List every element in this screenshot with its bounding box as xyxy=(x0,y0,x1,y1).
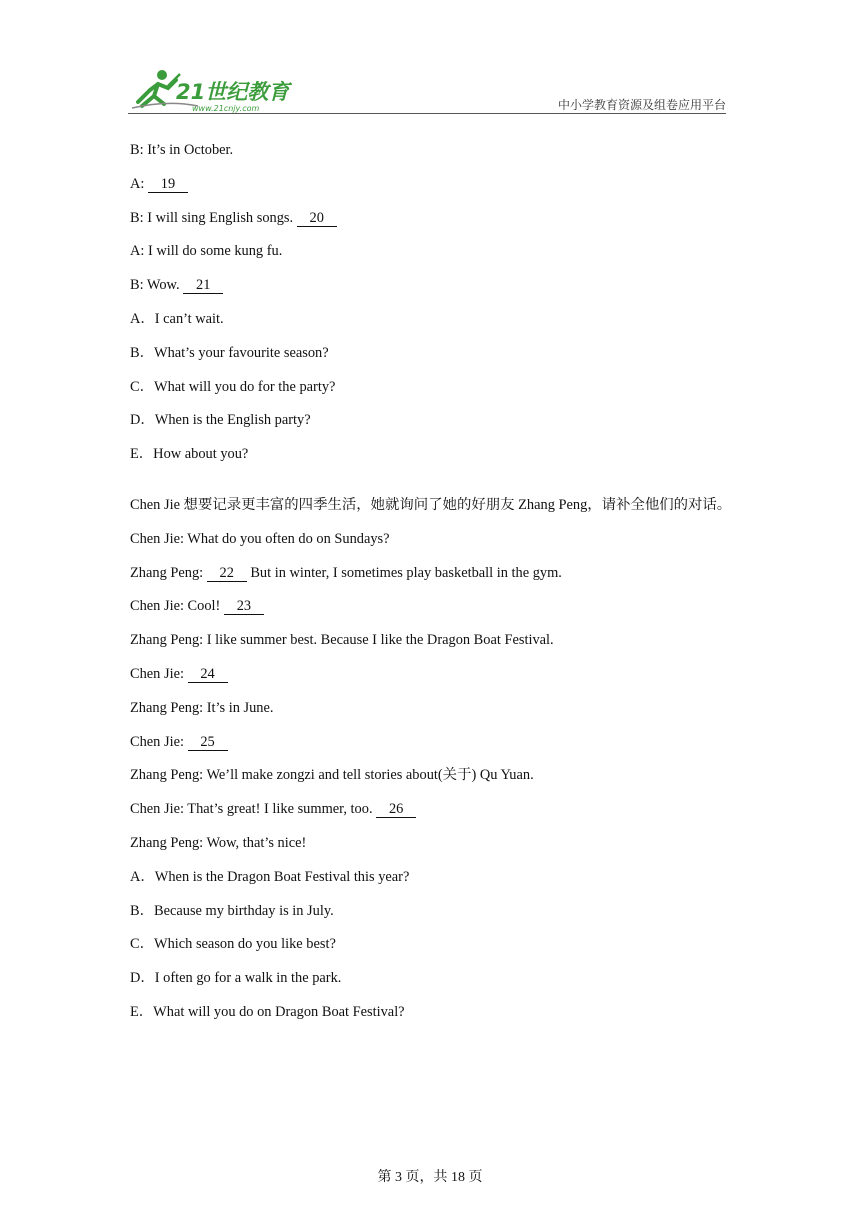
answer-option: E．How about you? xyxy=(130,446,249,463)
dialogue-line xyxy=(130,275,735,295)
dialogue-line xyxy=(130,630,735,650)
answer-blank[interactable]: 21 xyxy=(185,277,222,294)
answer-option: D．I often go for a walk in the park. xyxy=(130,970,342,987)
answer-option: B．Because my birthday is in July. xyxy=(130,902,334,919)
answer-blank[interactable]: 23 xyxy=(225,598,262,615)
dialogue-line xyxy=(130,799,735,819)
dialogue-1 xyxy=(130,140,735,295)
options-2 xyxy=(130,867,735,1022)
dialogue-line xyxy=(130,529,735,549)
dialogue-line xyxy=(130,698,735,718)
dialogue-text: Chen Jie: xyxy=(130,665,188,682)
dialogue-text: Chen Jie: That’s great! I like summer, too. xyxy=(130,801,377,818)
dialogue-text: Chen Jie: Cool! xyxy=(130,598,224,615)
dialogue-text: Chen Jie: What do you often do on Sundays? xyxy=(130,530,390,547)
answer-blank[interactable]: 19 xyxy=(150,175,186,192)
dialogue-line xyxy=(130,732,735,752)
answer-option: E．What will you do on Dragon Boat Festival? xyxy=(130,1003,405,1020)
dialogue-line xyxy=(130,563,735,583)
answer-option: C．What will you do for the party? xyxy=(130,378,336,395)
answer-blank[interactable]: 26 xyxy=(378,801,415,818)
logo-21cnjy xyxy=(128,66,298,114)
site-name: 中小学教育资源及组卷应用平台 xyxy=(557,98,726,112)
dialogue-text: A: I will do some kung fu. xyxy=(130,243,283,260)
header-divider xyxy=(128,113,726,114)
dialogue-line xyxy=(130,140,735,160)
dialogue-text: B: It’s in October. xyxy=(130,142,234,158)
answer-blank[interactable]: 20 xyxy=(298,209,335,226)
answer-option: A．When is the Dragon Boat Festival this year? xyxy=(130,868,410,885)
dialogue-line xyxy=(130,208,735,228)
answer-option: A．I can’t wait. xyxy=(130,310,224,327)
dialogue-text: Zhang Peng: We’ll make zongzi and tell stories about(关于) Qu Yuan. xyxy=(130,767,534,784)
dialogue-text: A: xyxy=(130,175,148,192)
dialogue-line xyxy=(130,174,735,194)
answer-option: D．When is the English party? xyxy=(130,412,311,429)
answer-blank[interactable]: 24 xyxy=(189,665,226,682)
dialogue-text-after: But in winter, I sometimes play basketball in the gym. xyxy=(246,564,562,581)
dialogue-text: B: Wow. xyxy=(130,277,184,294)
svg-text:www.21cnjy.com: www.21cnjy.com xyxy=(192,104,260,113)
options-1 xyxy=(130,309,735,464)
dialogue-text: Chen Jie: xyxy=(130,733,188,750)
answer-blank[interactable]: 25 xyxy=(189,733,226,750)
answer-blank[interactable]: 22 xyxy=(208,564,245,581)
answer-option: B．What’s your favourite season? xyxy=(130,344,329,361)
dialogue-2 xyxy=(130,529,735,853)
dialogue-line xyxy=(130,765,735,785)
dialogue-line xyxy=(130,596,735,616)
dialogue-line xyxy=(130,241,735,261)
dialogue-line xyxy=(130,664,735,684)
svg-text:21世纪教育: 21世纪教育 xyxy=(176,80,290,104)
dialogue-text: Zhang Peng: It’s in June. xyxy=(130,699,274,716)
dialogue-text: Zhang Peng: xyxy=(130,564,207,581)
page-header xyxy=(128,66,726,114)
page-number: 第 3 页，共 18 页 xyxy=(377,1170,483,1185)
dialogue-line xyxy=(130,833,735,853)
dialogue-text: B: I will sing English songs. xyxy=(130,209,297,226)
dialogue-text: Zhang Peng: I like summer best. Because I like the Dragon Boat Festival. xyxy=(130,632,554,649)
exercise-content xyxy=(130,140,735,1036)
answer-option: C．Which season do you like best? xyxy=(130,936,336,953)
instructions: Chen Jie 想要记录更丰富的四季生活，她就询问了她的好朋友 Zhang Peng，请补全他们的对话。 xyxy=(130,496,732,513)
dialogue-text: Zhang Peng: Wow, that’s nice! xyxy=(130,834,307,851)
